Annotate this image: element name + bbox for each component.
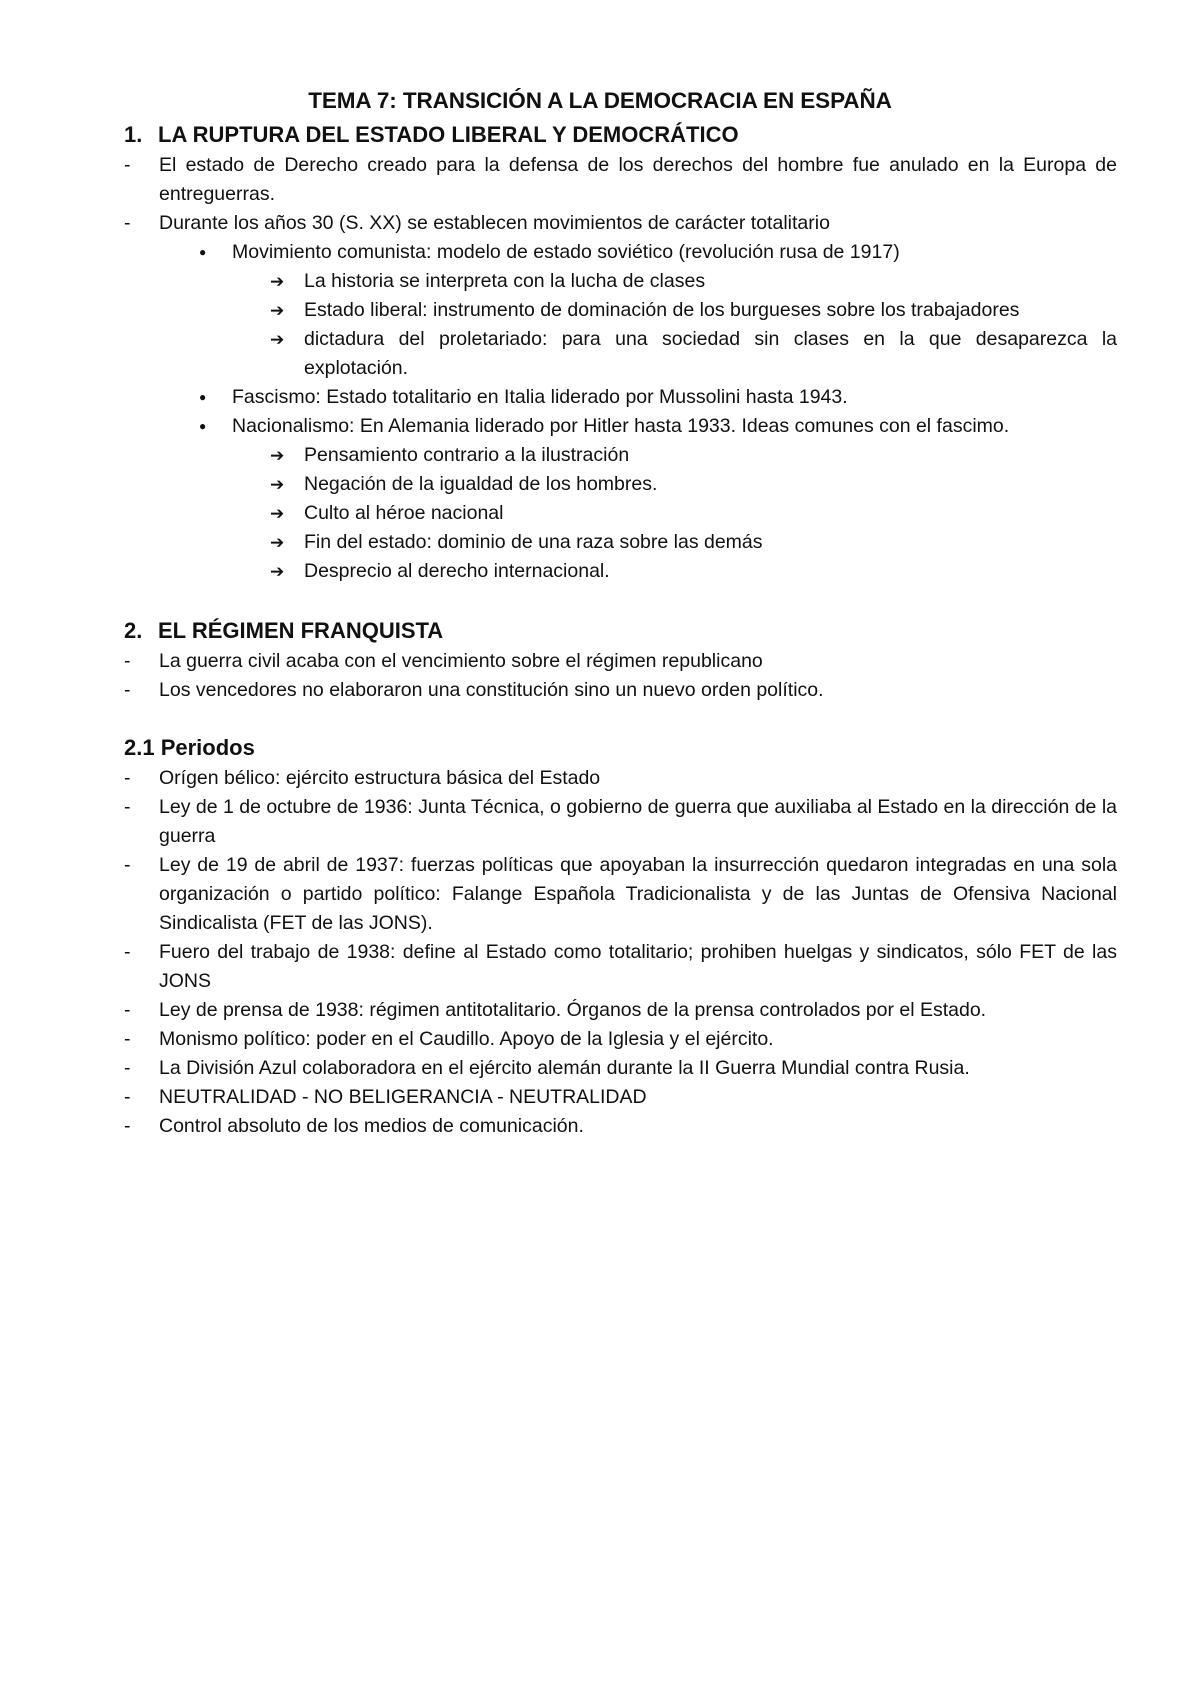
bullet-icon: ●	[199, 419, 207, 433]
arrow-icon: ➔	[270, 475, 285, 494]
list-item	[124, 1083, 1117, 1112]
list-item	[124, 851, 1117, 938]
dash-marker: -	[124, 767, 131, 789]
list-item-text: El estado de Derecho creado para la defensa de los derechos del hombre fue anulado en la Europa de entreguerras.	[159, 154, 1117, 205]
list-item-text: La División Azul colaboradora en el ejército alemán durante la II Guerra Mundial contra Rusia.	[159, 1057, 970, 1079]
movement-item	[124, 383, 1117, 412]
paragraph-gap	[124, 705, 1117, 732]
dash-marker: -	[124, 1057, 131, 1079]
dash-marker: -	[124, 650, 131, 672]
movement-text: Fascismo: Estado totalitario en Italia liderado por Mussolini hasta 1943.	[232, 386, 848, 408]
movement-item	[124, 412, 1117, 441]
arrow-icon: ➔	[270, 533, 285, 552]
arrow-icon: ➔	[270, 272, 285, 291]
movement-text: Nacionalismo: En Alemania liderado por Hitler hasta 1933. Ideas comunes con el fascimo.	[232, 415, 1010, 437]
dash-marker: -	[124, 999, 131, 1021]
dash-marker: -	[124, 796, 131, 818]
movement-point-text: Fin del estado: dominio de una raza sobre las demás	[304, 531, 763, 553]
list-item	[124, 1025, 1117, 1054]
movement-point	[124, 441, 1117, 470]
dash-marker: -	[124, 854, 131, 876]
movement-point	[124, 528, 1117, 557]
movement-text: Movimiento comunista: modelo de estado soviético (revolución rusa de 1917)	[232, 241, 900, 263]
arrow-icon: ➔	[270, 330, 285, 349]
list-item	[124, 151, 1117, 209]
section-title: EL RÉGIMEN FRANQUISTA	[158, 618, 444, 643]
bullet-icon: ●	[199, 245, 207, 259]
section-number: 1.	[124, 122, 143, 147]
list-item-text: NEUTRALIDAD - NO BELIGERANCIA - NEUTRALIDAD	[159, 1086, 647, 1108]
list-item	[124, 938, 1117, 996]
list-item-text: Control absoluto de los medios de comunicación.	[159, 1115, 584, 1137]
list-item-text: Los vencedores no elaboraron una constitución sino un nuevo orden político.	[159, 679, 824, 701]
movement-point-text: Negación de la igualdad de los hombres.	[304, 473, 658, 495]
list-item	[124, 647, 1117, 676]
dash-marker: -	[124, 154, 131, 176]
movement-item	[124, 238, 1117, 267]
list-item-text: La guerra civil acaba con el vencimiento sobre el régimen republicano	[159, 650, 763, 672]
paragraph-gap	[124, 586, 1117, 615]
section-2-heading	[124, 615, 1117, 647]
movement-point	[124, 470, 1117, 499]
movement-point	[124, 296, 1117, 325]
dash-marker: -	[124, 941, 131, 963]
movement-point-text: Culto al héroe nacional	[304, 502, 504, 524]
subsection-heading: 2.1 Periodos	[124, 735, 255, 760]
list-item	[124, 1112, 1117, 1141]
dash-marker: -	[124, 679, 131, 701]
list-item-text: Monismo político: poder en el Caudillo. Apoyo de la Iglesia y el ejército.	[159, 1028, 774, 1050]
dash-marker: -	[124, 1028, 131, 1050]
list-item-text: Fuero del trabajo de 1938: define al Estado como totalitario; prohiben huelgas y sindicatos, sólo FET de las JONS	[159, 941, 1117, 992]
list-item	[124, 1054, 1117, 1083]
movement-point-text: Pensamiento contrario a la ilustración	[304, 444, 630, 466]
document-body	[124, 119, 1117, 1141]
movement-point-text: La historia se interpreta con la lucha de clases	[304, 270, 706, 292]
movement-point-text: Estado liberal: instrumento de dominación de los burgueses sobre los trabajadores	[304, 299, 1020, 321]
list-item-text: Ley de 1 de octubre de 1936: Junta Técnica, o gobierno de guerra que auxiliaba al Estado en la dirección de la guerra	[159, 796, 1117, 847]
list-item	[124, 793, 1117, 851]
arrow-icon: ➔	[270, 446, 285, 465]
document-title: TEMA 7: TRANSICIÓN A LA DEMOCRACIA EN ESPAÑA	[308, 88, 892, 113]
section-title: LA RUPTURA DEL ESTADO LIBERAL Y DEMOCRÁTICO	[158, 122, 739, 147]
arrow-icon: ➔	[270, 504, 285, 523]
list-item	[124, 209, 1117, 238]
list-item	[124, 764, 1117, 793]
section-1-heading	[124, 119, 1117, 151]
movement-point	[124, 267, 1117, 296]
list-item-text: Ley de prensa de 1938: régimen antitotalitario. Órganos de la prensa controlados por el Estado.	[159, 999, 987, 1021]
section-number: 2.	[124, 618, 143, 643]
arrow-icon: ➔	[270, 301, 285, 320]
movement-point-text: Desprecio al derecho internacional.	[304, 560, 610, 582]
movement-point	[124, 325, 1117, 383]
list-item-text: Ley de 19 de abril de 1937: fuerzas políticas que apoyaban la insurrección quedaron integradas en una sola organización o partido político: Falange Española Tradicionalista y de las Juntas de Ofensiva Nacional Sindicalista (FET de las JONS).	[159, 854, 1117, 934]
dash-marker: -	[124, 1115, 131, 1137]
list-item-text: Durante los años 30 (S. XX) se establecen movimientos de carácter totalitario	[159, 212, 830, 234]
movement-point-text: dictadura del proletariado: para una sociedad sin clases en la que desaparezca la explotación.	[304, 328, 1117, 379]
dash-marker: -	[124, 1086, 131, 1108]
movement-point	[124, 499, 1117, 528]
dash-marker: -	[124, 212, 131, 234]
list-item-text: Orígen bélico: ejército estructura básica del Estado	[159, 767, 601, 789]
bullet-icon: ●	[199, 390, 207, 404]
arrow-icon: ➔	[270, 562, 285, 581]
list-item	[124, 996, 1117, 1025]
list-item	[124, 676, 1117, 705]
movement-point	[124, 557, 1117, 586]
